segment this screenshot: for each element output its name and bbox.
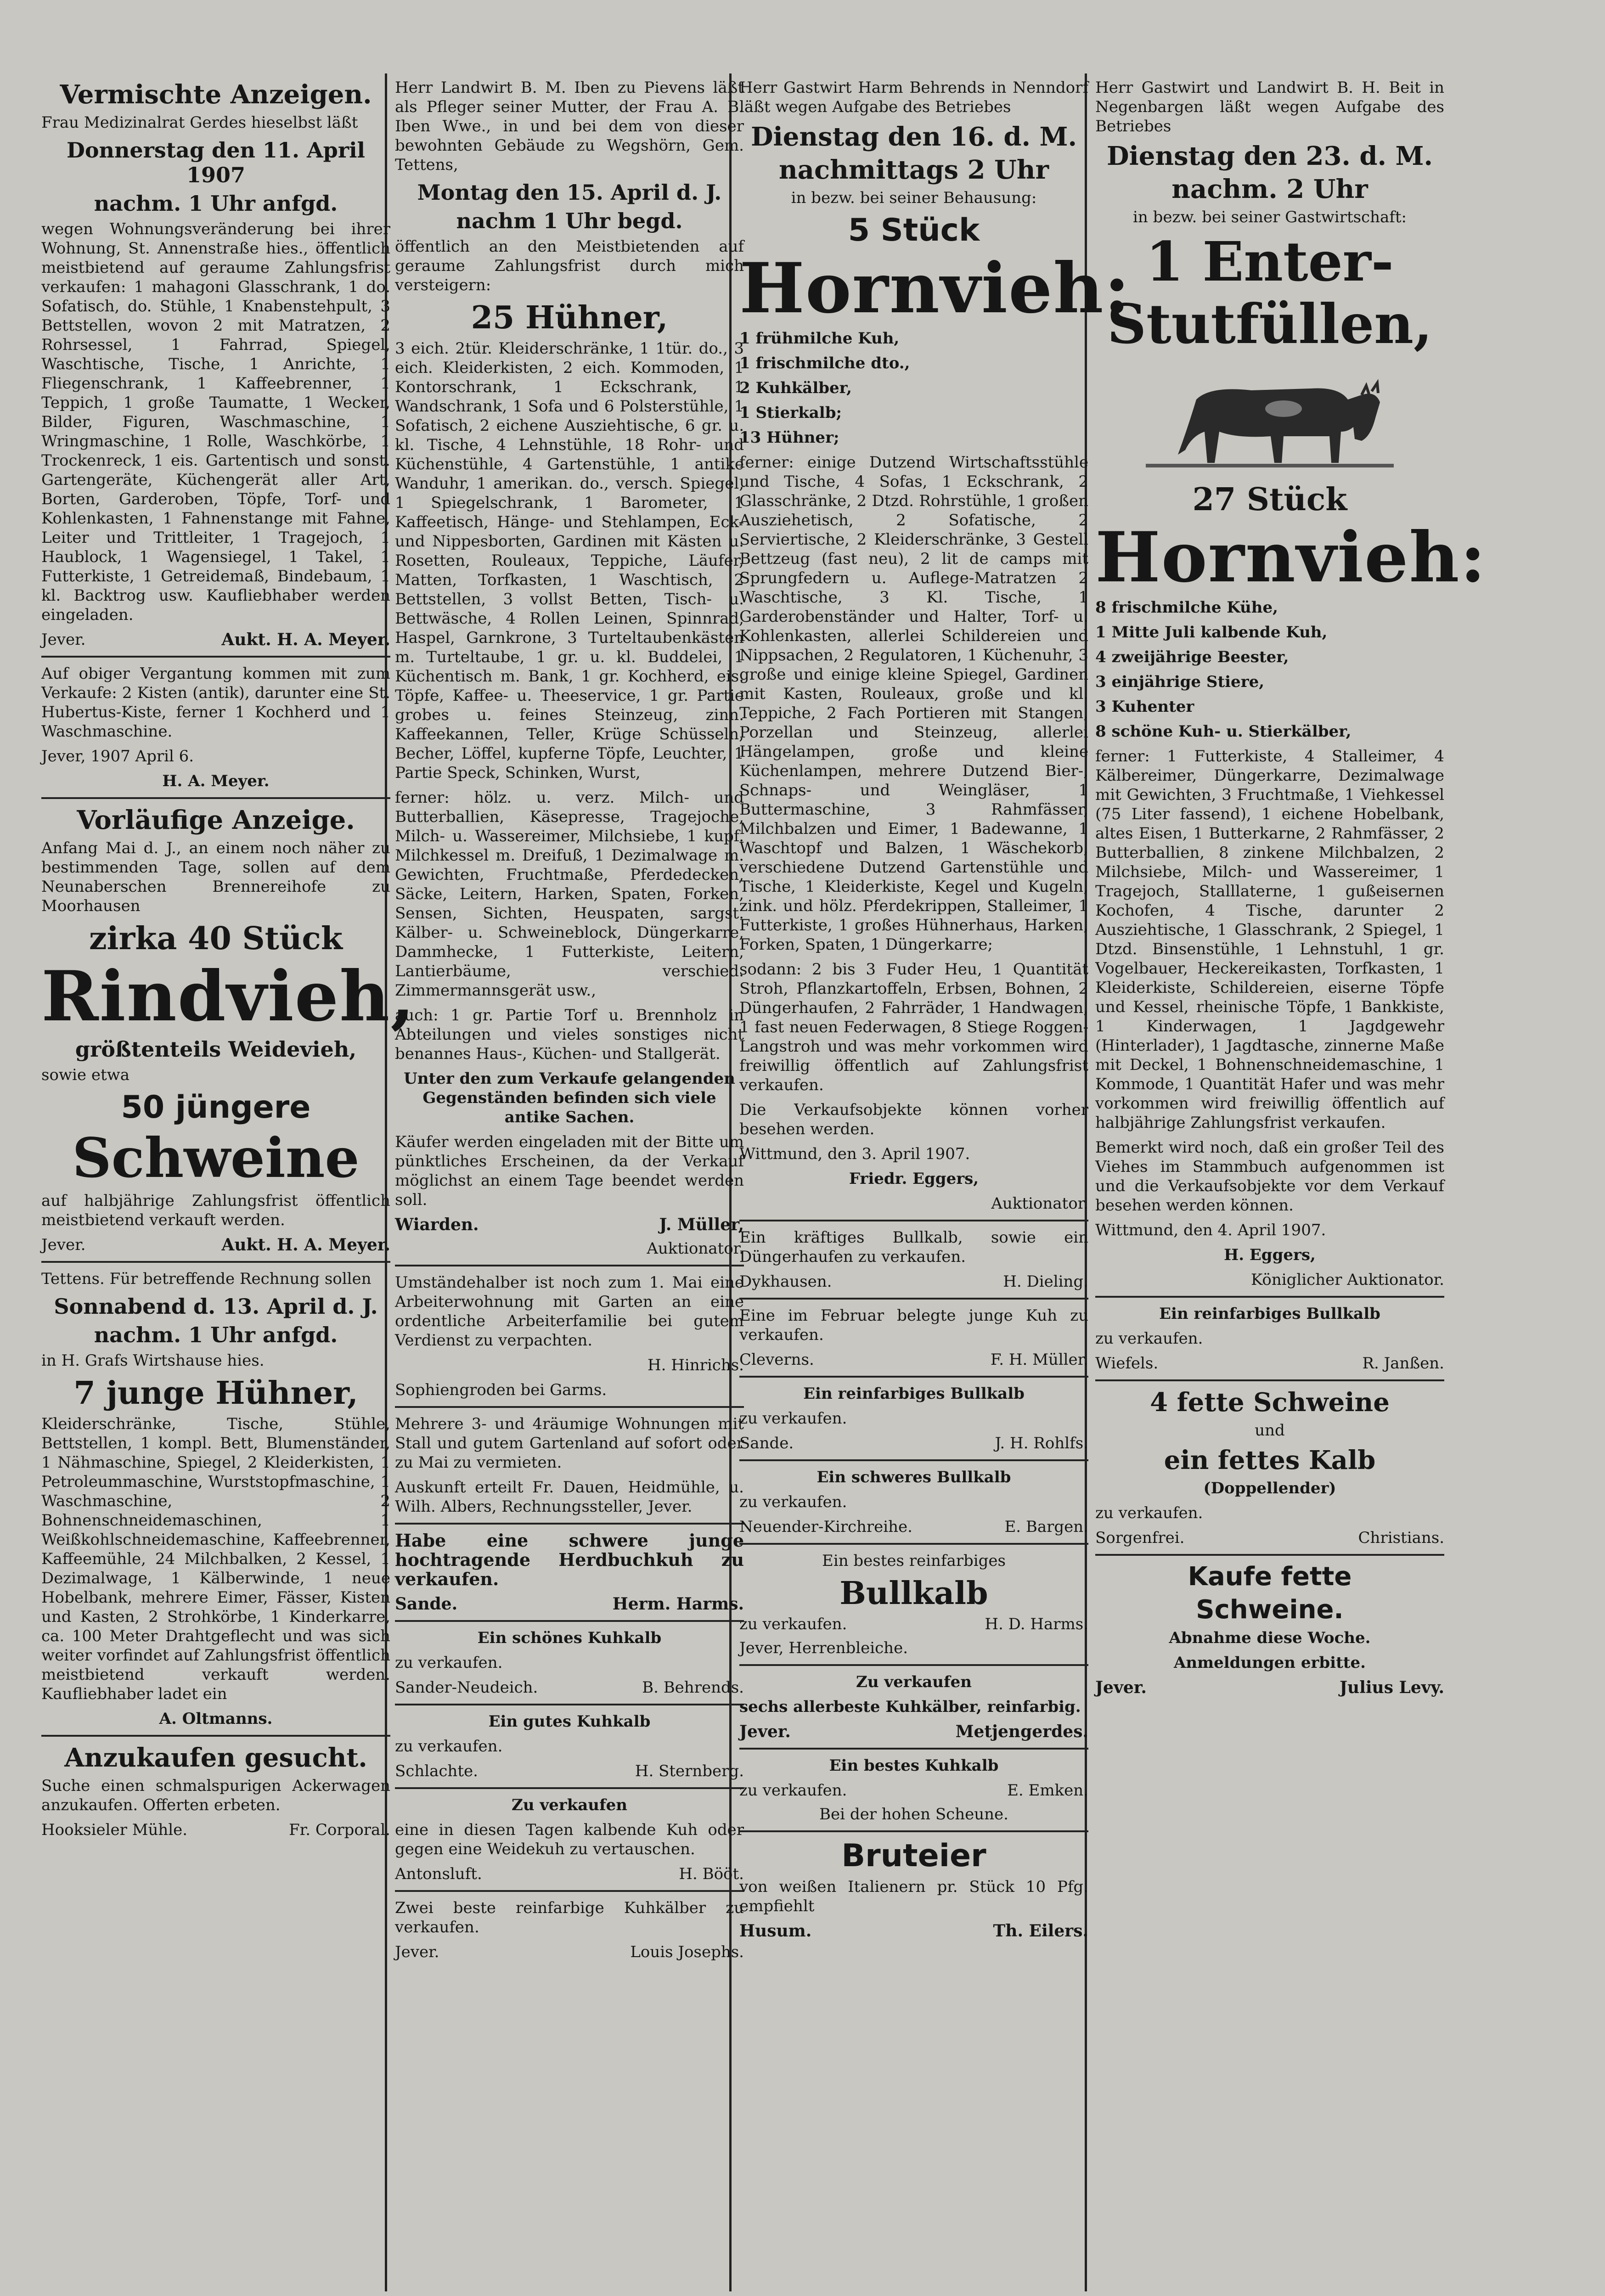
ad-separator: [41, 656, 390, 658]
ad-signature: Dykhausen. H. Dieling.: [739, 1272, 1088, 1291]
ad-separator: [739, 1459, 1088, 1461]
ad-separator: [395, 1265, 744, 1266]
ad-text: zu verkaufen.: [739, 1493, 847, 1511]
ad-separator: [1095, 1296, 1444, 1298]
ad-title: Ein schönes Kuhkalb: [477, 1629, 662, 1647]
column-4: [1095, 78, 1487, 2291]
ad-intro: Herr Gastwirt Harm Behrends in Nenndorf läßt wegen Aufgabe des Betriebes: [739, 79, 1088, 116]
ad-signature: Sande. Herm. Harms.: [395, 1594, 744, 1614]
ad-signature: Schlachte. H. Sternberg.: [395, 1762, 744, 1780]
ad-headline: Stutfüllen,: [1107, 292, 1433, 356]
ad-date: Sonnabend d. 13. April d. J.: [54, 1294, 378, 1319]
ad-text: zu verkaufen.: [739, 1409, 847, 1428]
ad-intro: Herr Gastwirt und Landwirt B. H. Beit in Negenbargen läßt wegen Aufgabe des Betriebes: [1095, 79, 1444, 135]
ad-note: Unter den zum Verkaufe gelangenden Gegenständen befinden sich viele antike Sachen.: [404, 1069, 735, 1126]
ad-text: und: [1255, 1421, 1285, 1440]
ad-item: 13 Hühner;: [739, 428, 839, 447]
ad-text: sowie etwa: [41, 1066, 130, 1084]
ad-signature: Friedr. Eggers,: [849, 1170, 979, 1188]
ad-signature: Wiefels. R. Janßen.: [1095, 1354, 1444, 1373]
ad-headline: Schweine.: [1196, 1595, 1344, 1625]
ad-text: auch: 1 gr. Partie Torf u. Brennholz in Abteilungen und vieles sonstiges nicht benannes Haus-, Küchen- und Stallgerät.: [395, 1006, 744, 1063]
ad-date-line: Wittmund, den 4. April 1907.: [1095, 1221, 1326, 1239]
ad-subtitle: (Doppellender): [1203, 1479, 1336, 1497]
ad-separator: [1095, 1379, 1444, 1381]
ad-item: 3 Kuhenter: [1095, 698, 1194, 716]
ad-item: 8 schöne Kuh- u. Stierkälber,: [1095, 722, 1352, 741]
ad-headline: Bullkalb: [839, 1575, 988, 1612]
ad-text: von weißen Italienern pr. Stück 10 Pfg. empfiehlt: [739, 1878, 1088, 1915]
ad-signature-role: Königlicher Auktionator.: [1250, 1271, 1444, 1289]
ad-separator: [41, 1735, 390, 1737]
ad-text: zu verkaufen.: [1095, 1329, 1203, 1348]
ad-headline: 25 Hühner,: [471, 299, 668, 336]
ad-signature: Antonsluft. H. Bööt.: [395, 1865, 744, 1883]
ad-place: Bei der hohen Scheune.: [819, 1805, 1008, 1823]
ad-separator: [395, 1787, 744, 1789]
ad-headline: Hornvieh:: [1095, 517, 1487, 598]
ad-headline: Hornvieh:: [739, 248, 1131, 329]
ad-headline: 1 Enter-: [1146, 230, 1394, 293]
ad-text: ferner: 1 Futterkiste, 4 Stalleimer, 4 Kälbereimer, Düngerkarre, Dezimalwage mit Gewichten, 3 Fruchtmaße, 1 Viehkessel (75 Liter fassend), 1 eichene Hobelbank, altes Eisen, 1 Butterkarne, 2 Rahmfässer, 2 Butterballien, 8 zinkene Milchbalzen, 2 Milchsiebe, Milch- und Wassereimer, 1 Tragejoch, Stalllaterne, 1 gußeisernen Kochofen, 4 Tische, darunter 2 Ausziehtische, 1 Glasschrank, 2 Spiegel, 1 Dtzd. Binsenstühle, 1 Lehnstuhl, 1 gr. Vogelbauer, Heckereikasten, Torfkasten, 1 Kleiderkiste, Schildereien, eiserne Töpfe und Kessel, rheinische Töpfe, 1 Bankkiste, 1 Kinderwagen, 1 Jagdgewehr (Hinterlader), 1 Jagdtasche, zinnerne Maße mit Deckel, 1 Bohnenschneidemaschine, 1 Kommode, 1 Quantität Hafer und was mehr vorkommen wird freiwillig öffentlich auf halbjährige Zahlungsfrist verkaufen.: [1095, 747, 1444, 1132]
ad-item: 2 Kuhkälber,: [739, 379, 852, 397]
ad-date: Donnerstag den 11. April 1907: [66, 138, 366, 187]
ad-text: sechs allerbeste Kuhkälber, reinfarbig.: [739, 1698, 1081, 1716]
ad-signature: H. Eggers,: [1224, 1246, 1316, 1264]
ad-time: nachm 1 Uhr begd.: [456, 208, 683, 233]
ad-date: Dienstag den 16. d. M.: [750, 122, 1077, 152]
ad-separator: [739, 1543, 1088, 1545]
ad-item: 1 frischmilche dto.,: [739, 354, 910, 372]
ad-separator: [739, 1298, 1088, 1300]
column-3: [739, 78, 1131, 2291]
ad-quantity: 50 jüngere: [121, 1089, 311, 1125]
ad-item: 4 zweijährige Beester,: [1095, 648, 1289, 666]
ad-headline: Bruteier: [841, 1838, 986, 1874]
ad-text: zu verkaufen.: [395, 1737, 503, 1756]
ad-signature: zu verkaufen. H. D. Harms.: [739, 1615, 1088, 1633]
ad-signature-role: Auktionator.: [647, 1239, 744, 1258]
ad-signature: H. A. Meyer.: [162, 772, 270, 790]
section-title: Vermischte Anzeigen.: [60, 79, 372, 110]
ad-time: nachm. 2 Uhr: [1171, 174, 1368, 204]
ad-separator: [739, 1220, 1088, 1221]
ad-signature: Sander-Neudeich. B. Behrends.: [395, 1678, 744, 1697]
ad-time: nachmittags 2 Uhr: [778, 155, 1049, 185]
ad-separator: [739, 1376, 1088, 1378]
ad-signature: A. Oltmanns.: [159, 1710, 273, 1728]
ad-headline: Kaufe fette: [1188, 1562, 1352, 1592]
ad-date-line: Wittmund, den 3. April 1907.: [739, 1145, 970, 1163]
ad-date: Dienstag den 23. d. M.: [1106, 141, 1433, 171]
ad-text: Auskunft erteilt Fr. Dauen, Heidmühle, u. Wilh. Albers, Rechnungssteller, Jever.: [395, 1478, 744, 1516]
ad-place: in bezw. bei seiner Gastwirtschaft:: [1133, 208, 1407, 226]
ad-place: Sophiengroden bei Garms.: [395, 1381, 607, 1399]
ad-headline: Rindvieh,: [41, 956, 416, 1037]
ad-signature: H. Hinrichs.: [647, 1356, 744, 1374]
ad-title: Zu verkaufen: [512, 1796, 627, 1814]
ad-separator: [1095, 1554, 1444, 1556]
ad-text: zu verkaufen.: [1095, 1504, 1203, 1522]
ad-time: nachm. 1 Uhr anfgd.: [94, 1322, 338, 1347]
ad-headline: Schweine: [72, 1126, 360, 1190]
ad-headline: 4 fette Schweine: [1150, 1387, 1390, 1418]
ad-title: Ein bestes Kuhkalb: [829, 1756, 999, 1775]
ad-item: 3 einjährige Stiere,: [1095, 673, 1265, 691]
ad-headline: 7 junge Hühner,: [73, 1375, 358, 1412]
ad-title: Ein reinfarbiges Bullkalb: [803, 1384, 1025, 1403]
ad-signature: Hooksieler Mühle. Fr. Corporal.: [41, 1821, 390, 1839]
ad-signature: Neuender-Kirchreihe. E. Bargen.: [739, 1518, 1088, 1536]
ad-text: Die Verkaufsobjekte können vorher besehen werden.: [739, 1101, 1088, 1138]
ad-signature: Jever. Julius Levy.: [1095, 1678, 1444, 1697]
ad-signature: Cleverns. F. H. Müller.: [739, 1351, 1088, 1369]
ad-text: Suche einen schmalspurigen Ackerwagen anzukaufen. Offerten erbeten.: [41, 1777, 390, 1814]
ad-signature: Sande. J. H. Rohlfs.: [739, 1434, 1088, 1452]
ad-date-line: Jever, 1907 April 6.: [41, 747, 194, 765]
ad-date: Montag den 15. April d. J.: [417, 180, 722, 205]
ad-text: Auf obiger Vergantung kommen mit zum Verkaufe: 2 Kisten (antik), darunter eine St. Hubertus-Kiste, ferner 1 Kochherd und 1 Waschmaschine.: [41, 664, 390, 741]
ad-signature: Jever. Metjengerdes.: [739, 1722, 1088, 1741]
ad-separator: [395, 1523, 744, 1525]
ad-text: auf halbjährige Zahlungsfrist öffentlich meistbietend verkauft werden.: [41, 1192, 390, 1229]
ad-title: Ein gutes Kuhkalb: [488, 1712, 651, 1731]
ad-signature: zu verkaufen. E. Emken.: [739, 1781, 1088, 1800]
ad-item: 8 frischmilche Kühe,: [1095, 598, 1278, 617]
ad-text: Ein kräftiges Bullkalb, sowie ein Düngerhaufen zu verkaufen.: [739, 1228, 1088, 1266]
ad-text: Anmeldungen erbitte.: [1174, 1654, 1366, 1672]
ad-signature: Husum. Th. Eilers.: [739, 1921, 1088, 1941]
ad-place: in H. Grafs Wirtshause hies.: [41, 1351, 265, 1370]
ad-quantity: 27 Stück: [1192, 481, 1347, 518]
ad-quantity: zirka 40 Stück: [89, 920, 343, 957]
ad-text: Kleiderschränke, Tische, Stühle, Bettstellen, 1 kompl. Bett, Blumenständer, 1 Nähmaschine, Spiegel, 2 Kleiderkisten, 1 Petroleummaschine, Wurststopfmaschine, 1 Waschmaschine, 2 Bohnenschneidemaschinen, 1 Weißkohlschneidemaschine, Kaffeebrenner, Kaffeemühle, 24 Milchbalken, 2 Kessel, 1 Dezimalwage, 1 Kälberwinde, 1 neue Hobelbank, mehrere Eimer, Fässer, Kisten und Kasten, 2 Strohkörbe, 1 Kinderkarre, ca. 100 Meter Drahtgeflecht und was sich weiter vorfindet auf Zahlungsfrist öffentlich meistbietend verkauft werden. Kaufliebhaber ladet ein: [41, 1415, 390, 1703]
ad-signature: Wiarden. J. Müller,: [395, 1215, 744, 1234]
ad-text: sodann: 2 bis 3 Fuder Heu, 1 Quantität Stroh, Pflanzkartoffeln, Erbsen, Bohnen, 2 Düngerhaufen, 2 Fahrräder, 1 Handwagen, 1 fast neuen Federwagen, 8 Stiege Roggen-Langstroh und was mehr vorkommen wird freiwillig öffentlich auf Zahlungsfrist verkaufen.: [739, 960, 1088, 1094]
ad-title: Vorläufige Anzeige.: [77, 805, 355, 835]
ad-text: ferner: hölz. u. verz. Milch- und Butterballien, Käsepresse, Tragejoche, Milch- u. Wassereimer, Milchsiebe, 1 kupf. Milchkessel m. Dreifuß, 1 Dezimalwage m. Gewichten, Fruchtmaße, Pferdedecken, Säcke, Leitern, Harken, Spaten, Forken, Sensen, Sichten, Heuspaten, sargst. Kälber- u. Schweineblock, Düngerkarre, Dammhecke, 1 Futterkiste, Leitern, Lantierbäume, verschied. Zimmermannsgerät usw.,: [395, 788, 744, 1000]
ad-text: Bemerkt wird noch, daß ein großer Teil des Viehes im Stammbuch aufgenommen ist und die Verkaufsobjekte vor dem Verkauf besehen werden können.: [1095, 1138, 1444, 1215]
ad-place: in bezw. bei seiner Behausung:: [791, 189, 1037, 207]
ad-title: Ein schweres Bullkalb: [817, 1468, 1011, 1486]
ad-intro: Herr Landwirt B. M. Iben zu Pievens läßt als Pfleger seiner Mutter, der Frau A. B. Iben Wwe., in und bei dem von dieser bewohnten Gebäude zu Wegshörn, Gem. Tettens,: [395, 79, 744, 174]
ad-separator: [739, 1664, 1088, 1666]
ad-text: Mehrere 3- und 4räumige Wohnungen mit Stall und gutem Gartenland auf sofort oder zu Mai zu vermieten.: [395, 1415, 744, 1472]
ad-subtitle: größtenteils Weidevieh,: [75, 1037, 357, 1062]
ad-signature: Sorgenfrei. Christians.: [1095, 1529, 1444, 1547]
ad-text: zu verkaufen.: [395, 1654, 503, 1672]
cattle-illustration: [1146, 358, 1394, 478]
ad-separator: [395, 1890, 744, 1892]
ad-text: Eine im Februar belegte junge Kuh zu verkaufen.: [739, 1306, 1088, 1344]
ad-title: Ein reinfarbiges Bullkalb: [1159, 1305, 1380, 1323]
ad-separator: [739, 1748, 1088, 1750]
ad-item: 1 frühmilche Kuh,: [739, 329, 900, 348]
ad-text: wegen Wohnungsveränderung bei ihrer Wohnung, St. Annenstraße hies., öffentlich meistbietend auf geraume Zahlungsfrist verkaufen: 1 mahagoni Glasschrank, 1 do. Sofatisch, do. Stühle, 1 Knabenstehpult, 3 Bettstellen, wovon 2 mit Matratzen, 2 Rohrsessel, 1 Fahrrad, Spiegel, Waschtische, Tische, 1 Anrichte, 1 Fliegenschrank, 1 Kaffeebrenner, 1 Teppich, 1 große Taumatte, 1 Wecker, Bilder, Figuren, Waschmaschine, 1 Wringmaschine, 1 Rolle, Waschkörbe, 1 Trockenreck, 1 eis. Gartentisch und sonst. Gartengeräte, Küchengerät aller Art, Borten, Garderoben, Töpfe, Torf- und Kohlenkasten, 1 Fahnenstange mit Fahne, Leiter und Trittleiter, 1 Tragejoch, 1 Haublock, 1 Wagensiegel, 1 Takel, 1 Futterkiste, 1 Getreidemaß, Bindebaum, 1 kl. Backtrog usw. Kaufliebhaber werden eingeladen.: [41, 220, 390, 624]
ad-separator: [395, 1406, 744, 1408]
ad-signature: Jever. Aukt. H. A. Meyer.: [41, 630, 390, 649]
ad-item: 1 Stierkalb;: [739, 404, 842, 422]
ad-text: Zwei beste reinfarbige Kuhkälber zu verkaufen.: [395, 1899, 744, 1936]
ad-text: eine in diesen Tagen kalbende Kuh oder gegen eine Weidekuh zu vertauschen.: [395, 1821, 744, 1858]
ad-text: Habe eine schwere junge hochtragende Herdbuchkuh zu verkaufen.: [395, 1530, 744, 1589]
ad-separator: [41, 1261, 390, 1263]
ad-title: Ein bestes reinfarbiges: [822, 1552, 1006, 1570]
column-2: [395, 78, 744, 2291]
ad-text: öffentlich an den Meistbietenden auf geraume Zahlungsfrist durch mich versteigern:: [395, 237, 744, 294]
ad-separator: [41, 797, 390, 799]
ad-place: Jever, Herrenbleiche.: [739, 1639, 908, 1657]
ad-text: Umständehalber ist noch zum 1. Mai eine Arbeiterwohnung mit Garten an eine ordentliche Arbeiterfamilie bei gutem Verdienst zu verpachten.: [395, 1273, 744, 1350]
column-1: [41, 78, 416, 2291]
ad-intro: Frau Medizinalrat Gerdes hieselbst läßt: [41, 113, 358, 132]
ad-separator: [395, 1704, 744, 1705]
ad-intro: Tettens. Für betreffende Rechnung sollen: [41, 1270, 372, 1288]
ad-title: Anzukaufen gesucht.: [64, 1743, 367, 1773]
ad-signature-role: Auktionator.: [991, 1194, 1088, 1213]
ad-quantity: 5 Stück: [848, 212, 980, 248]
ad-text: Abnahme diese Woche.: [1169, 1629, 1371, 1647]
ad-text: Anfang Mai d. J., an einem noch näher zu bestimmenden Tage, sollen auf dem Neunaberschen Brennereihofe zu Moorhausen: [41, 839, 390, 915]
ad-title: Zu verkaufen: [856, 1673, 972, 1691]
ad-time: nachm. 1 Uhr anfgd.: [94, 191, 338, 216]
ad-text: Käufer werden eingeladen mit der Bitte um pünktliches Erscheinen, da der Verkauf möglichst an einem Tage beendet werden soll.: [395, 1133, 744, 1209]
ad-signature: Jever. Louis Josephs.: [395, 1943, 744, 1961]
ad-headline: ein fettes Kalb: [1164, 1445, 1376, 1475]
ad-separator: [395, 1620, 744, 1622]
ad-separator: [739, 1830, 1088, 1832]
ad-item: 1 Mitte Juli kalbende Kuh,: [1095, 623, 1328, 642]
ad-text: 3 eich. 2tür. Kleiderschränke, 1 1tür. do., 3 eich. Kleiderkisten, 2 eich. Kommoden, 1 Kontorschrank, 1 Eckschrank, 1 Wandschrank, 1 Sofa und 6 Polsterstühle, 1 Sofatisch, 2 eichene Ausziehtische, 6 gr. u. kl. Tische, 4 Lehnstühle, 18 Rohr- und Küchenstühle, 4 Gartenstühle, 1 antike Wanduhr, 1 amerikan. do., versch. Spiegel, 1 Spiegelschrank, 1 Barometer, 1 Kaffeetisch, Hänge- und Stehlampen, Eck- und Nippesborten, Gardinen mit Kästen u. Rosetten, Rouleaux, Teppiche, Läufer, Matten, Torfkasten, 1 Waschtisch, 2 Bettstellen, 3 vollst Betten, Tisch- u. Bettwäsche, 4 Rollen Leinen, Spinnrad, Haspel, Garnkrone, 3 Turteltaubenkästen m. Turteltaube, 1 gr. u. kl. Buddelei, 1 Küchentisch m. Bank, 1 gr. Kochherd, eis. Töpfe, Kaffee- u. Theeservice, 1 gr. Partie grobes u. feines Steinzeug, zinn. Kaffeekannen, Teller, Krüge Schüsseln, Becher, Löffel, kupferne Töpfe, Leuchter, 1 Partie Speck, Schinken, Wurst,: [395, 339, 744, 782]
ad-text: ferner: einige Dutzend Wirtschaftsstühle und Tische, 4 Sofas, 1 Eckschrank, 2 Glasschränke, 2 Dtzd. Rohrstühle, 1 großen Ausziehetisch, 2 Sofatische, 2 Serviertische, 2 Kleiderschränke, 3 Gestell Bettzeug (fast neu), 2 lit de camps mit Sprungfedern u. Auflege-Matratzen 2 Waschtische, 3 Kl. Tische, 1 Garderobenständer und Halter, Torf- u. Kohlenkasten, allerlei Schildereien und Nippsachen, 2 Regulatoren, 1 Küchenuhr, 3 große und einige kleine Spiegel, Gardinen mit Kasten, Rouleaux, große und kl. Teppiche, 2 Fach Portieren mit Stangen, Porzellan und Steinzeug, allerlei Hängelampen, große und kleine Küchenlampen, mehrere Dutzend Bier-, Schnaps- und Weingläser, 1 Buttermaschine, 3 Rahmfässer, Milchbalzen und Eimer, 1 Badewanne, 1 Waschtopf und Balzen, 1 Wäschekorb, verschiedene Dutzend Gartenstühle und Tische, 1 Kleiderkiste, Kegel und Kugeln, zink. und hölz. Pferdekrippen, Stalleimer, 1 Futterkiste, 1 großes Hühnerhaus, Harken, Forken, Spaten, 1 Düngerkarre;: [739, 453, 1088, 954]
ad-signature: Jever. Aukt. H. A. Meyer.: [41, 1235, 390, 1255]
